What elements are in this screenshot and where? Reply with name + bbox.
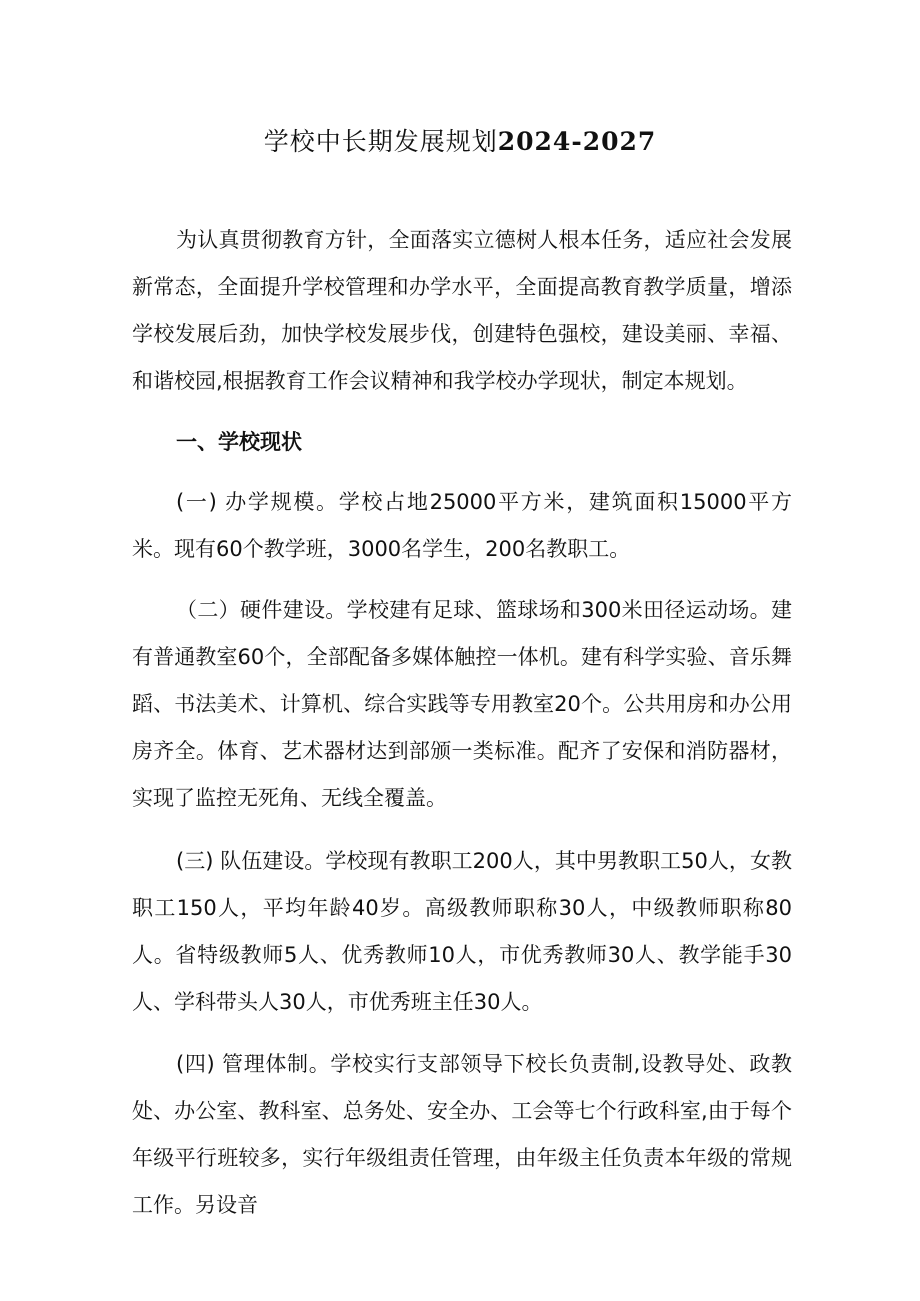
title-year: 2024-2027 xyxy=(497,127,657,156)
title-text: 学校中长期发展规划 xyxy=(263,127,498,156)
paragraph-staff-building: (三) 队伍建设。学校现有教职工200人，其中男教职工50人，女教职工150人，平均年龄40岁。高级教师职称30人，中级教师职称80人。省特级教师5人、优秀教师10人，市优秀教师30人、教学能手30人、学科带头人30人，市优秀班主任30人。 xyxy=(132,849,792,1014)
paragraph-school-scale: (一) 办学规模。学校占地25000平方米，建筑面积15000平方米。现有60个教学班，3000名学生，200名教职工。 xyxy=(132,490,792,561)
document-title xyxy=(0,124,920,160)
paragraph-management-system: (四) 管理体制。学校实行支部领导下校长负责制,设教导处、政教处、办公室、教科室、总务处、安全办、工会等七个行政科室,由于每个年级平行班较多，实行年级组责任管理，由年级主任负责本年级的常规工作。另设音 xyxy=(132,1052,792,1217)
section-heading-school-status: 一、学校现状 xyxy=(176,430,302,454)
paragraph-hardware-construction: （二）硬件建设。学校建有足球、篮球场和300米田径运动场。建有普通教室60个，全部配备多媒体触控一体机。建有科学实验、音乐舞蹈、书法美术、计算机、综合实践等专用教室20个。公共用房和办公用房齐全。体育、艺术器材达到部颁一类标准。配齐了安保和消防器材，实现了监控无死角、无线全覆盖。 xyxy=(132,598,792,810)
intro-paragraph: 为认真贯彻教育方针，全面落实立德树人根本任务，适应社会发展新常态，全面提升学校管理和办学水平，全面提高教育教学质量，增添学校发展后劲，加快学校发展步伐，创建特色强校，建设美丽、幸福、和谐校园,根据教育工作会议精神和我学校办学现状，制定本规划。 xyxy=(132,228,792,393)
